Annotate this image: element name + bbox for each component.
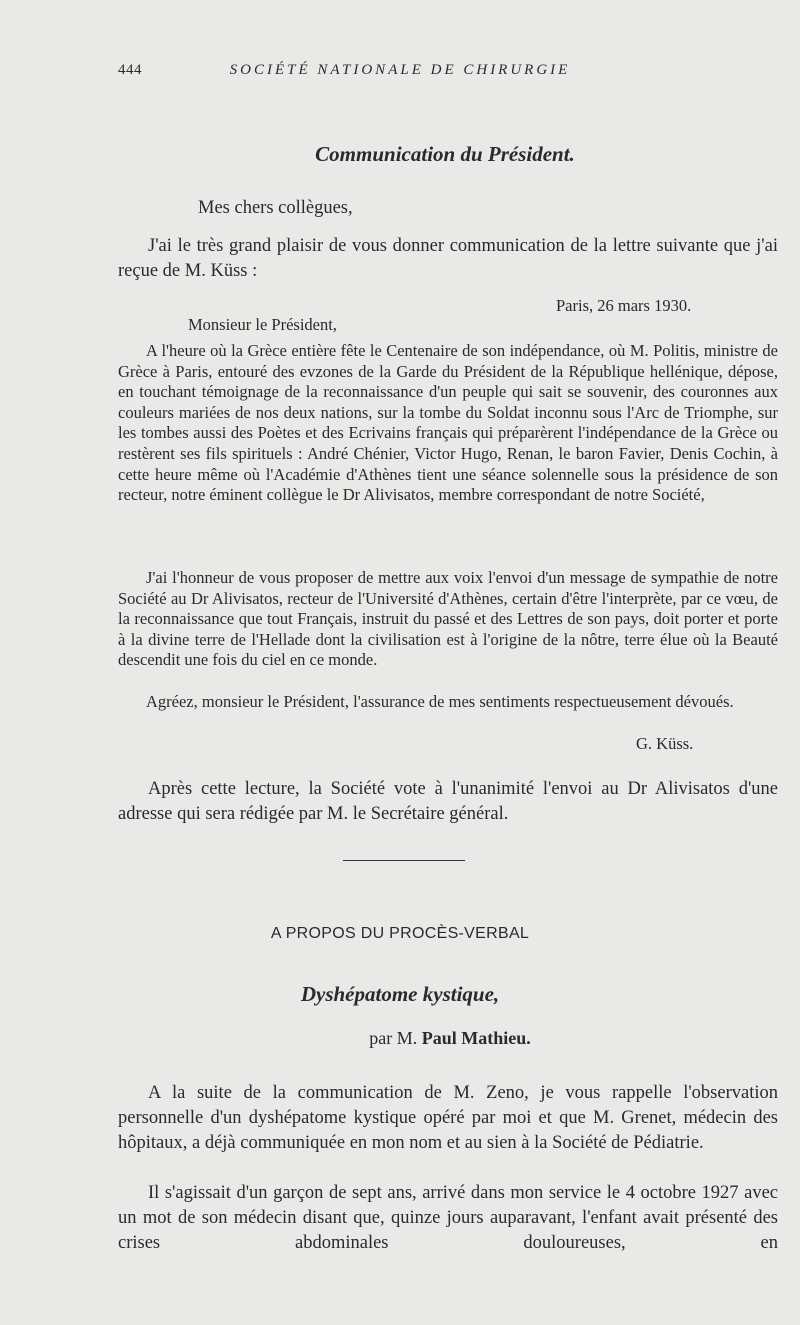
article-paragraph-1: A la suite de la communication de M. Zeno, je vous rappelle l'observation personnelle d'un dyshépatome kystique opéré par moi et que M. Grenet, médecin des hôpitaux, a déjà communiquée en mon nom et au sien à la Société de Pédiatrie. (118, 1083, 778, 1153)
letter-signature: G. Küss. (636, 734, 694, 753)
letter-dateline: Paris, 26 mars 1930. (556, 296, 692, 315)
letter-paragraph-2: J'ai l'honneur de vous proposer de mettre aux voix l'envoi d'un message de sympathie de notre Société au Dr Alivisatos, recteur de l'Université d'Athènes, certain d'être l'interprète, par ce vœu, de la reconnaissance que tout Français, instruit du passé et des Lettres de son pays, doit porter et porte à la divine terre de l'Hellade dont la civilisation est à l'origine de la nôtre, terre élue où la Beauté descendit une fois du ciel en ce monde. (118, 568, 778, 670)
intro-paragraph: J'ai le très grand plaisir de vous donner communication de la lettre suivante que j'ai reçue de M. Küss : (118, 236, 778, 281)
communication-title: Communication du Président. (315, 142, 575, 166)
byline-author: Paul Mathieu. (421, 1028, 531, 1048)
letter-greeting: Monsieur le Président, (188, 315, 337, 334)
page-number: 444 (118, 62, 142, 78)
running-title: SOCIÉTÉ NATIONALE DE CHIRURGIE (229, 62, 571, 78)
letter-paragraph-1: A l'heure où la Grèce entière fête le Centenaire de son indépendance, où M. Politis, ministre de Grèce à Paris, entouré des evzones de la Garde du Président de la République hellénique, dépose, en touchant témoignage de la reconnaissance d'un peuple qui sait se souvenir, des couronnes aux couleurs mariées de nos deux nations, sur la tombe du Soldat inconnu sous l'Arc de Triomphe, sur les tombes aussi des Poètes et des Ecrivains français qui préparèrent l'indépendance de la Grèce ou restèrent ses fils spirituels : André Chénier, Victor Hugo, Renan, le baron Favier, Denis Cochin, à cette heure même où l'Académie d'Athènes tient une séance solennelle sous la présidence de son recteur, notre éminent collègue le Dr Alivisatos, membre correspondant de notre Société, (118, 341, 778, 505)
article-byline (0, 1028, 800, 1049)
letter-paragraph-3: Agréez, monsieur le Président, l'assurance de mes sentiments respectueusement dévoués. (146, 692, 734, 711)
section-heading: A PROPOS DU PROCÈS-VERBAL (270, 925, 530, 942)
section-divider (343, 860, 465, 861)
salutation: Mes chers collègues, (198, 198, 353, 218)
byline-prefix: par M. (369, 1028, 418, 1048)
article-title: Dyshépatome kystique, (300, 982, 500, 1006)
article-paragraph-2: Il s'agissait d'un garçon de sept ans, arrivé dans mon service le 4 octobre 1927 avec un mot de son médecin disant que, quinze jours auparavant, l'enfant avait présenté des crises abdominales douloureuses, en (118, 1183, 778, 1253)
conclusion-paragraph: Après cette lecture, la Société vote à l'unanimité l'envoi au Dr Alivisatos d'une adresse qui sera rédigée par M. le Secrétaire général. (118, 779, 778, 824)
